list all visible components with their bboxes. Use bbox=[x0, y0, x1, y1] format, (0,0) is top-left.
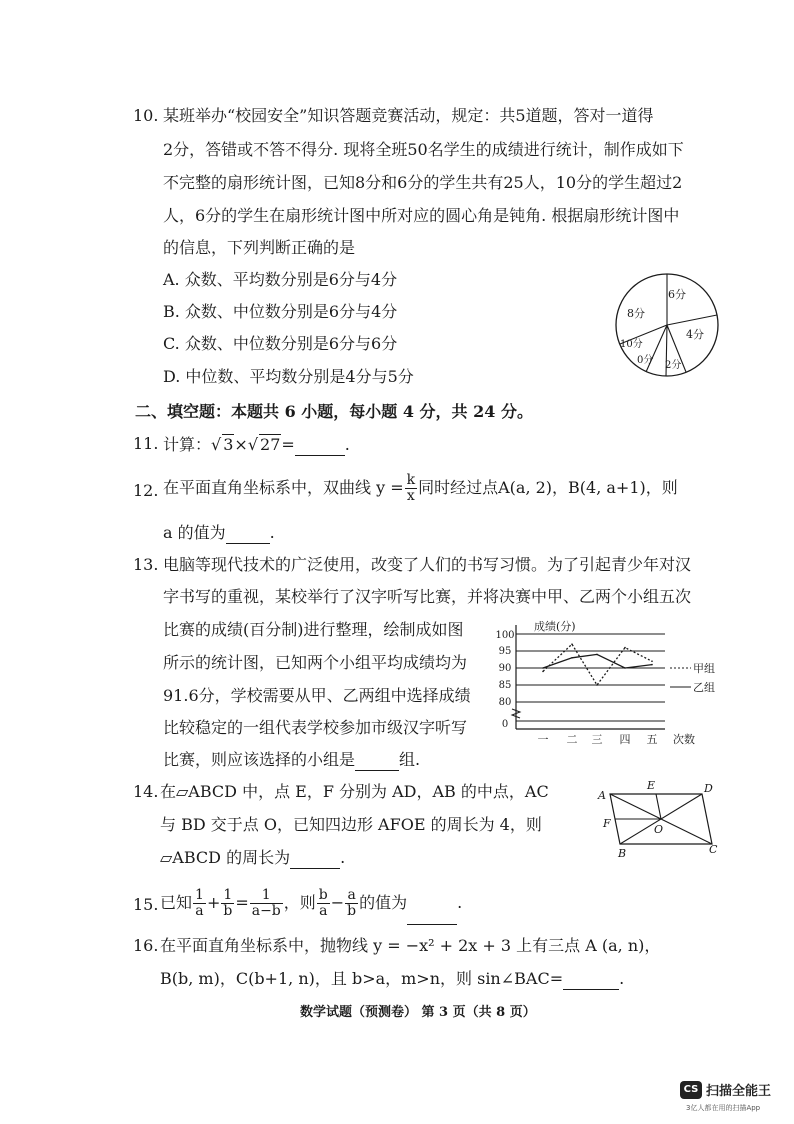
q10-line-1: 某班举办“校园安全”知识答题竞赛活动，规定：共5道题，答对一道得 bbox=[163, 106, 654, 125]
q15-body: 已知 $\frac{1}{a}$ + $\frac{1}{b}$ = $\frac{1}{a-b}$ ，则 $\frac{b}{a}$ − $\frac{a}{b}$ 的值为 . bbox=[160, 882, 462, 925]
camscanner-logo-icon: CS bbox=[680, 1081, 702, 1099]
x-tick-label: 二 bbox=[566, 733, 578, 746]
q12-line-1: 在平面直角坐标系中，双曲线 y = $\frac{k}{x}$ 同时经过点A(a, 2)，B(4, a+1)，则 bbox=[163, 472, 678, 504]
axis-break bbox=[512, 709, 520, 718]
pie-label: 4分 bbox=[686, 328, 704, 341]
q14-line-1: 在▱ABCD 中，点 E，F 分别为 AD，AB 的中点，AC bbox=[160, 782, 549, 801]
y-tick-label: 80 bbox=[498, 697, 512, 708]
page-footer: 数学试题（预测卷） 第 3 页（共 8 页） bbox=[300, 1005, 536, 1020]
point-label: F bbox=[603, 817, 611, 830]
y-tick-label: 100 bbox=[495, 630, 515, 641]
pie-label: 2分 bbox=[665, 360, 682, 371]
q16-answer-blank bbox=[563, 969, 619, 990]
q10-number: 10. bbox=[133, 106, 159, 125]
data-point bbox=[624, 647, 626, 649]
point-label: D bbox=[704, 782, 713, 795]
q13-line-6: 比较稳定的一组代表学校参加市级汉字听写 bbox=[163, 718, 468, 737]
watermark-subtitle: 3亿人都在用的扫描App bbox=[686, 1104, 761, 1112]
q12-answer-blank bbox=[226, 523, 270, 544]
data-point bbox=[542, 667, 544, 669]
pie-divider bbox=[667, 315, 717, 325]
data-point bbox=[651, 664, 653, 666]
q11-answer-blank bbox=[295, 435, 345, 456]
data-point bbox=[542, 671, 544, 673]
q10-line-4: 人，6分的学生在扇形统计图中所对应的圆心角是钝角. 根据扇形统计图中 bbox=[163, 206, 680, 225]
score-line-chart bbox=[495, 617, 725, 747]
point-label: A bbox=[598, 789, 606, 802]
y-tick-label: 95 bbox=[498, 646, 512, 657]
y-tick-label: 0 bbox=[501, 719, 509, 730]
pie-label: 10分 bbox=[620, 339, 643, 350]
section-2-title: 二、填空题：本题共 6 小题，每小题 4 分，共 24 分。 bbox=[135, 402, 533, 421]
q10-option-a: A. 众数、平均数分别是6分与4分 bbox=[163, 270, 398, 289]
x-tick-label: 一 bbox=[537, 733, 549, 746]
q10-line-3: 不完整的扇形统计图，已知8分和6分的学生共有25人，10分的学生超过2 bbox=[163, 173, 683, 192]
q13-number: 13. bbox=[133, 555, 159, 574]
q10-line-5: 的信息，下列判断正确的是 bbox=[163, 238, 356, 257]
x-tick-label: 三 bbox=[591, 733, 603, 746]
q13-line-2: 字书写的重视，某校举行了汉字听写比赛，并将决赛中甲、乙两个小组五次 bbox=[163, 587, 692, 606]
data-point bbox=[571, 657, 573, 659]
y-tick-label: 90 bbox=[498, 663, 512, 674]
data-point bbox=[596, 654, 598, 656]
pie-label: 6分 bbox=[668, 288, 686, 301]
q13-line-7: 比赛，则应该选择的小组是 组. bbox=[163, 750, 421, 769]
data-point bbox=[571, 643, 573, 645]
q16-number: 16. bbox=[133, 936, 159, 955]
legend-label: 甲组 bbox=[693, 662, 715, 675]
q14-line-3: ▱ABCD 的周长为 . bbox=[160, 848, 346, 867]
point-label: C bbox=[709, 843, 718, 856]
pie-label: 0分 bbox=[637, 355, 654, 366]
q12-number: 12. bbox=[133, 481, 159, 500]
segment-eo bbox=[656, 794, 661, 819]
q11-body: 计算：√ 3×√ 27= . bbox=[163, 435, 350, 454]
q10-option-d: D. 中位数、平均数分别是4分与5分 bbox=[163, 367, 414, 386]
pie-chart bbox=[612, 272, 722, 382]
data-point bbox=[624, 667, 626, 669]
point-label: B bbox=[618, 847, 627, 860]
q13-answer-blank bbox=[355, 750, 399, 771]
q12-line-2: a 的值为 . bbox=[163, 523, 275, 542]
series-line-1 bbox=[543, 644, 652, 685]
data-point bbox=[651, 660, 653, 662]
parallelogram-figure bbox=[592, 776, 722, 862]
q15-number: 15. bbox=[133, 895, 159, 914]
point-label: O bbox=[654, 823, 664, 836]
q11-number: 11. bbox=[133, 434, 159, 453]
chart-xlabel: 次数 bbox=[673, 733, 695, 746]
watermark-app-name: 扫描全能王 bbox=[706, 1084, 772, 1099]
q14-answer-blank bbox=[290, 848, 340, 869]
q16-line-1: 在平面直角坐标系中，抛物线 y = −x² + 2x + 3 上有三点 A (a, n)， bbox=[160, 936, 661, 955]
q14-number: 14. bbox=[133, 782, 159, 801]
q13-line-4: 所示的统计图，已知两个小组平均成绩均为 bbox=[163, 653, 468, 672]
q13-line-3: 比赛的成绩(百分制)进行整理，绘制成如图 bbox=[163, 620, 464, 639]
q14-line-2: 与 BD 交于点 O，已知四边形 AFOE 的周长为 4，则 bbox=[160, 815, 542, 834]
q13-line-5: 91.6分，学校需要从甲、乙两组中选择成绩 bbox=[163, 686, 471, 705]
q15-answer-blank bbox=[407, 882, 457, 925]
point-label: E bbox=[647, 779, 656, 792]
q10-option-c: C. 众数、中位数分别是6分与6分 bbox=[163, 334, 398, 353]
y-tick-label: 85 bbox=[498, 680, 512, 691]
q10-option-b: B. 众数、中位数分别是6分与4分 bbox=[163, 302, 398, 321]
q16-line-2: B(b, m)，C(b+1, n)，且 b>a，m>n，则 sin∠BAC= . bbox=[160, 969, 625, 988]
q13-line-1: 电脑等现代技术的广泛使用，改变了人们的书写习惯。为了引起青少年对汉 bbox=[163, 555, 692, 574]
x-tick-label: 四 bbox=[619, 733, 631, 746]
legend-label: 乙组 bbox=[693, 681, 715, 694]
pie-label: 8分 bbox=[627, 307, 645, 320]
data-point bbox=[596, 684, 598, 686]
chart-ylabel: 成绩(分) bbox=[534, 620, 576, 633]
series-line-2 bbox=[543, 654, 652, 668]
q10-line-2: 2分，答错或不答不得分. 现将全班50名学生的成绩进行统计，制作成如下 bbox=[163, 140, 684, 159]
x-tick-label: 五 bbox=[646, 733, 658, 746]
